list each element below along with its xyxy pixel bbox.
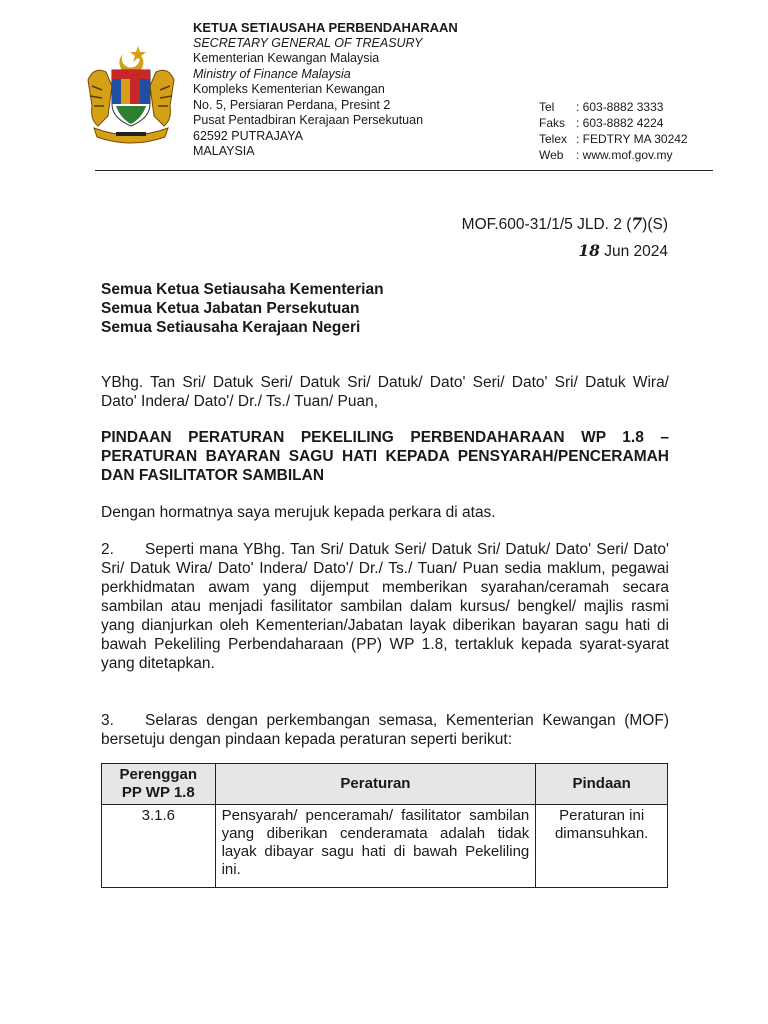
opening-line: Dengan hormatnya saya merujuk kepada perkara di atas. (101, 504, 496, 521)
column-header: Peraturan (215, 764, 536, 805)
salutation: YBhg. Tan Sri/ Datuk Seri/ Datuk Sri/ Datuk/ Dato' Seri/ Dato' Sri/ Datuk Wira/ Dato' Indera/ Dato'/ Dr./ Ts./ Tuan/ Puan, (101, 374, 669, 410)
paragraph-number: 2. (101, 541, 114, 558)
contact-label: Tel (539, 100, 555, 114)
address-line: 62592 PUTRAJAYA (193, 128, 304, 143)
reference-suffix: )(S) (642, 216, 668, 233)
subject-title: PINDAAN PERATURAN PEKELILING PERBENDAHARAAN WP 1.8 – PERATURAN BAYARAN SAGU HATI KEPADA PENSYARAH/PENCERAMAH DAN FASILITATOR SAMBILAN (101, 429, 669, 484)
contact-row (539, 115, 688, 131)
reference-prefix: MOF.600-31/1/5 JLD. 2 ( (461, 216, 632, 233)
reference-number (462, 214, 668, 234)
letterhead (193, 20, 458, 160)
paragraph-number: 3. (101, 712, 114, 729)
table-row (102, 805, 668, 888)
paragraph-2 (101, 540, 669, 673)
contact-label: Telex (539, 132, 568, 146)
address-line: MALAYSIA (193, 144, 255, 158)
contact-value: : 603-8882 4224 (576, 116, 664, 130)
contact-block (539, 99, 688, 163)
contact-label: Faks (539, 116, 566, 130)
contact-row (539, 147, 688, 163)
letterhead-ministry-en: Ministry of Finance Malaysia (193, 66, 351, 81)
contact-row (539, 99, 688, 115)
date-day-handwritten: 18 (578, 241, 600, 260)
paragraph-text: Seperti mana YBhg. Tan Sri/ Datuk Seri/ Datuk Sri/ Datuk/ Dato' Seri/ Dato' Sri/ Datuk Wira/ Dato' Indera/ Dato'/ Dr./ Ts./ Tuan/ Puan sedia maklum, pegawai perkhidmatan awam yang dijemput memberikan syarahan/ceramah secara sambilan atau menjadi fasilitator sambilan dalam kursus/ bengkel/ majlis rasmi yang dianjurkan oleh Kementerian/Jabatan layak diberikan bayaran sagu hati di bawah Pekeliling Perbendaharaan (PP) WP 1.8, tertakluk kepada syarat-syarat yang ditetapkan. (101, 541, 669, 672)
contact-row (539, 131, 688, 147)
contact-label: Web (539, 148, 564, 162)
table-header-row (102, 764, 668, 805)
contact-value: : www.mof.gov.my (576, 148, 673, 162)
address-line: Pusat Pentadbiran Kerajaan Persekutuan (193, 113, 424, 127)
paragraph-text: Selaras dengan perkembangan semasa, Kementerian Kewangan (MOF) bersetuju dengan pindaan kepada peraturan seperti berikut: (101, 712, 669, 748)
address-line: No. 5, Persiaran Perdana, Presint 2 (193, 97, 391, 112)
letterhead-ministry: Kementerian Kewangan Malaysia (193, 51, 380, 65)
paragraph-3 (101, 711, 669, 749)
contact-value: : FEDTRY MA 30242 (576, 132, 688, 146)
column-header: Pindaan (536, 764, 668, 805)
table-cell: Peraturan ini dimansuhkan. (536, 805, 668, 888)
date-month-year: Jun 2024 (604, 243, 668, 260)
column-header: Perenggan PP WP 1.8 (102, 764, 216, 805)
amendment-table (101, 763, 668, 888)
recipient-line: Semua Ketua Jabatan Persekutuan (101, 300, 360, 317)
letter-date (578, 241, 668, 261)
table-cell: 3.1.6 (102, 805, 216, 888)
recipient-line: Semua Setiausaha Kerajaan Negeri (101, 319, 361, 336)
address-line: Kompleks Kementerian Kewangan (193, 82, 385, 96)
table-cell: Pensyarah/ penceramah/ fasilitator sambilan yang diberikan cenderamata adalah tidak layak dibayar sagu hati di bawah Pekeliling ini. (215, 805, 536, 888)
recipient-line: Semua Ketua Setiausaha Kementerian (101, 281, 384, 298)
letterhead-title: KETUA SETIAUSAHA PERBENDAHARAAN (193, 20, 458, 35)
contact-value: : 603-8882 3333 (576, 100, 664, 114)
letterhead-title-en: SECRETARY GENERAL OF TREASURY (193, 35, 423, 50)
header-divider (95, 170, 713, 171)
reference-handwritten: 7 (631, 214, 643, 233)
recipients (101, 280, 384, 337)
coat-of-arms-logo (76, 40, 186, 150)
